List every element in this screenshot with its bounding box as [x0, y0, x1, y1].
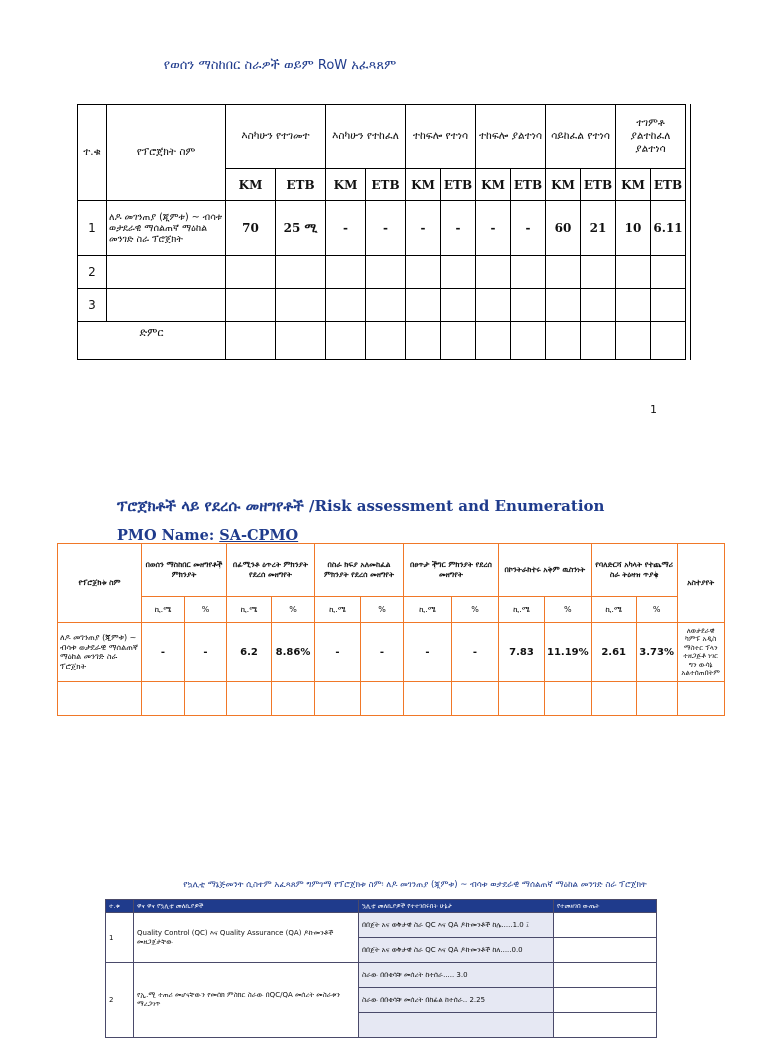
- unit-cell: %: [185, 597, 227, 623]
- empty-cell: [636, 682, 677, 716]
- unit-cell: %: [545, 597, 592, 623]
- col-payment-delay-header: በስራ ክፍያ አለመከፈል ምክንያት የደረሰ መዘግየት: [315, 544, 404, 597]
- value-cell: -: [404, 623, 452, 682]
- empty-cell: [361, 682, 404, 716]
- row-performance-title: የወሰን ማስከበር ስራዎች ወይም RoW አፈጻጸም: [163, 58, 397, 73]
- col-contractor-capacity-header: በኮንትራክተሩ አቅም ዉስንነት: [499, 544, 592, 597]
- page-number: 1: [650, 403, 657, 416]
- value-cell: [326, 289, 366, 322]
- row-number: 1: [106, 913, 134, 963]
- value-cell: [276, 289, 326, 322]
- pmo-name-line: [117, 527, 298, 544]
- result-cell: [554, 938, 657, 963]
- empty-cell: [404, 682, 452, 716]
- total-cell: [581, 322, 616, 360]
- row-number: 3: [78, 289, 107, 322]
- col-result-header: የተመዘገበ ውጤት: [554, 900, 657, 913]
- value-cell: -: [476, 201, 511, 256]
- value-cell: [511, 289, 546, 322]
- value-cell: [546, 256, 581, 289]
- value-cell: 10: [616, 201, 651, 256]
- value-cell: 8.86%: [272, 623, 315, 682]
- value-cell: [226, 256, 276, 289]
- value-cell: [226, 289, 276, 322]
- col-security-delay-header: በፀጥታ ችግር ምክንያት የደረሰ መዘግየት: [404, 544, 499, 597]
- value-cell: -: [366, 201, 406, 256]
- total-cell: [616, 322, 651, 360]
- result-cell: [554, 1013, 657, 1038]
- value-cell: 3.73%: [636, 623, 677, 682]
- table-row: [58, 623, 725, 682]
- total-cell: [651, 322, 686, 360]
- criterion-cell: የኢ.ሚ ተጠሪ መሆናቸውን የመሰክ ምስክር ስራው በQC/QA መሰረት መስራቱን ማረጋገጥ: [134, 963, 359, 1038]
- col-paid-not-cleared-header: ተከፍሎ ያልተነሳ: [476, 105, 546, 169]
- status-cell: በበጀት አና ወቅታዊ ስራ QC እና QA ዶኩመንቶች ከሌ.....1.0 ፤: [359, 913, 554, 938]
- total-cell: [406, 322, 441, 360]
- col-cement-delay-header: በፊሚንቶ ዕጥረት ምክንያት የደረሰ መዘግየት: [227, 544, 315, 597]
- col-cleared-unpaid-header: ሳይከፈል የተነሳ: [546, 105, 616, 169]
- unit-cell: KM: [406, 169, 441, 201]
- value-cell: [581, 256, 616, 289]
- value-cell: [581, 289, 616, 322]
- col-row-delay-header: በወሰን ማስከበር መዘግየቶች ምክንያት: [142, 544, 227, 597]
- status-cell: በበጀት አና ወቅታዊ ስራ QC እና QA ዶኩመንቶች ከለ.....0.0: [359, 938, 554, 963]
- value-cell: 2.61: [591, 623, 636, 682]
- value-cell: [511, 256, 546, 289]
- project-name-cell: [107, 289, 226, 322]
- unit-cell: ETB: [651, 169, 686, 201]
- unit-cell: ኪ.ሜ: [227, 597, 272, 623]
- unit-cell: KM: [616, 169, 651, 201]
- status-cell: ስራው በበቂሳቹ መሰረት ከተሰራ..... 3.0: [359, 963, 554, 988]
- quality-assessment-title: የኳሊቲ ማኔጅመንት ሲስተም አፈጻጸም ግምገማ የፕሮጀክቱ ስም፡ ለዶ መገንጠያ (ጂምቱ) ~ ብሳቱ ወታደራዊ ማሰልጠኛ ማዕከል መንገድ ስራ ፕሮጀክት: [183, 880, 647, 890]
- value-cell: -: [406, 201, 441, 256]
- status-cell: [359, 1013, 554, 1038]
- value-cell: 6.11: [651, 201, 686, 256]
- empty-cell: [227, 682, 272, 716]
- table-edge-line: [690, 104, 691, 360]
- value-cell: [651, 289, 686, 322]
- value-cell: 7.83: [499, 623, 545, 682]
- quality-assessment-table: [105, 899, 657, 1038]
- unit-cell: ETB: [366, 169, 406, 201]
- value-cell: -: [452, 623, 499, 682]
- empty-cell: [452, 682, 499, 716]
- total-cell: [276, 322, 326, 360]
- value-cell: 6.2: [227, 623, 272, 682]
- unit-cell: KM: [226, 169, 276, 201]
- value-cell: [406, 256, 441, 289]
- value-cell: [616, 289, 651, 322]
- value-cell: -: [142, 623, 185, 682]
- table-row: [106, 913, 657, 938]
- row-number: 2: [106, 963, 134, 1038]
- unit-cell: ኪ.ሜ: [315, 597, 361, 623]
- remark-cell: ለወታደራዊ ካምፑ አዲስ ማስተር ፕላን ተዘጋጅቶ ነገር ግን ውሳኔ አልተሰጠበትም: [677, 623, 724, 682]
- unit-cell: ኪ.ሜ: [591, 597, 636, 623]
- empty-cell: [185, 682, 227, 716]
- row-number: 2: [78, 256, 107, 289]
- col-criteria-header: ዋና ዋና የኳሊቲ መለኪያዎች: [134, 900, 359, 913]
- col-project-header: የፕሮጀክቱ ስም: [58, 544, 142, 623]
- table-row: [78, 256, 686, 289]
- table-row: [106, 963, 657, 988]
- value-cell: 25 ሚ: [276, 201, 326, 256]
- table-row: [58, 682, 725, 716]
- value-cell: [406, 289, 441, 322]
- empty-cell: [272, 682, 315, 716]
- total-cell: [366, 322, 406, 360]
- project-name-cell: ለዶ መገንጠያ (ጂምቱ) ~ ብሳቱ ወታደራዊ ማሰልጠኛ ማዕከል መንገድ ስራ ፕሮጀክት: [58, 623, 142, 682]
- unit-cell: ETB: [581, 169, 616, 201]
- unit-cell: %: [636, 597, 677, 623]
- unit-cell: KM: [546, 169, 581, 201]
- value-cell: -: [441, 201, 476, 256]
- value-cell: -: [511, 201, 546, 256]
- unit-cell: ETB: [511, 169, 546, 201]
- value-cell: -: [361, 623, 404, 682]
- unit-cell: %: [272, 597, 315, 623]
- empty-cell: [499, 682, 545, 716]
- total-cell: [476, 322, 511, 360]
- pmo-label: PMO Name:: [117, 527, 215, 544]
- value-cell: 60: [546, 201, 581, 256]
- value-cell: [366, 256, 406, 289]
- value-cell: [651, 256, 686, 289]
- unit-cell: %: [452, 597, 499, 623]
- col-status-header: ኳሊቲ መለኪያዎች የተተገበሩበት ሁኔታ: [359, 900, 554, 913]
- value-cell: -: [315, 623, 361, 682]
- value-cell: [276, 256, 326, 289]
- empty-cell: [677, 682, 724, 716]
- value-cell: [366, 289, 406, 322]
- col-paid-cleared-header: ተከፍሎ የተነሳ: [406, 105, 476, 169]
- risk-assessment-table: [57, 543, 725, 716]
- col-paid-header: እስካሁን የተከፈለ: [326, 105, 406, 169]
- total-cell: [546, 322, 581, 360]
- value-cell: [546, 289, 581, 322]
- value-cell: -: [185, 623, 227, 682]
- row-performance-table: [77, 104, 686, 360]
- col-estimated-unpaid-header: ተገምቶ ያልተከፈለ ያልተነሳ: [616, 105, 686, 169]
- value-cell: 70: [226, 201, 276, 256]
- total-cell: [326, 322, 366, 360]
- total-row: [78, 322, 686, 360]
- unit-cell: KM: [326, 169, 366, 201]
- unit-cell: ኪ.ሜ: [142, 597, 185, 623]
- unit-cell: ETB: [276, 169, 326, 201]
- value-cell: -: [326, 201, 366, 256]
- empty-cell: [142, 682, 185, 716]
- value-cell: [441, 289, 476, 322]
- risk-assessment-title: ፕሮጀክቶች ላይ የደረሱ መዘግየቶች /Risk assessment and Enumeration: [117, 497, 605, 515]
- empty-cell: [545, 682, 592, 716]
- col-no-header: ተ.ቁ: [106, 900, 134, 913]
- total-label: ድምር: [78, 322, 226, 360]
- unit-cell: KM: [476, 169, 511, 201]
- status-cell: ስራው በበቂሳቹ መሰረት በከፊል ከተሰራ.. 2.25: [359, 988, 554, 1013]
- total-cell: [226, 322, 276, 360]
- table-header-row: [106, 900, 657, 913]
- total-cell: [441, 322, 476, 360]
- value-cell: [326, 256, 366, 289]
- pmo-value: SA-CPMO: [219, 527, 299, 544]
- unit-cell: %: [361, 597, 404, 623]
- empty-cell: [315, 682, 361, 716]
- col-remark-header: አስተያየት: [677, 544, 724, 623]
- value-cell: [616, 256, 651, 289]
- result-cell: [554, 963, 657, 988]
- unit-cell: ኪ.ሜ: [499, 597, 545, 623]
- unit-cell: ኪ.ሜ: [404, 597, 452, 623]
- total-cell: [511, 322, 546, 360]
- value-cell: 21: [581, 201, 616, 256]
- empty-cell: [58, 682, 142, 716]
- value-cell: [441, 256, 476, 289]
- unit-cell: ETB: [441, 169, 476, 201]
- col-project-name-header: የፕሮጀክት ስም: [107, 105, 226, 201]
- col-no-header: ተ.ቁ: [78, 105, 107, 201]
- col-estimated-header: እስካሁን የተገመተ: [226, 105, 326, 169]
- project-name-cell: [107, 256, 226, 289]
- value-cell: 11.19%: [545, 623, 592, 682]
- result-cell: [554, 913, 657, 938]
- table-row: [78, 289, 686, 322]
- value-cell: [476, 289, 511, 322]
- project-name-cell: ለዶ መገንጠያ (ጂምቱ) ~ ብሳቱ ወታደራዊ ማሰልጠኛ ማዕከል መንገድ ስራ ፕሮጀክት: [107, 201, 226, 256]
- col-stakeholder-request-header: የባለድርሻ አካላት የተጨማሪ ስራ ትዕዛዝ ጥያቄ: [591, 544, 677, 597]
- criterion-cell: Quality Control (QC) እና Quality Assurance (QA) ዶኩመንቶች መዘጋጀታቸው: [134, 913, 359, 963]
- result-cell: [554, 988, 657, 1013]
- row-number: 1: [78, 201, 107, 256]
- table-row: [78, 201, 686, 256]
- value-cell: [476, 256, 511, 289]
- empty-cell: [591, 682, 636, 716]
